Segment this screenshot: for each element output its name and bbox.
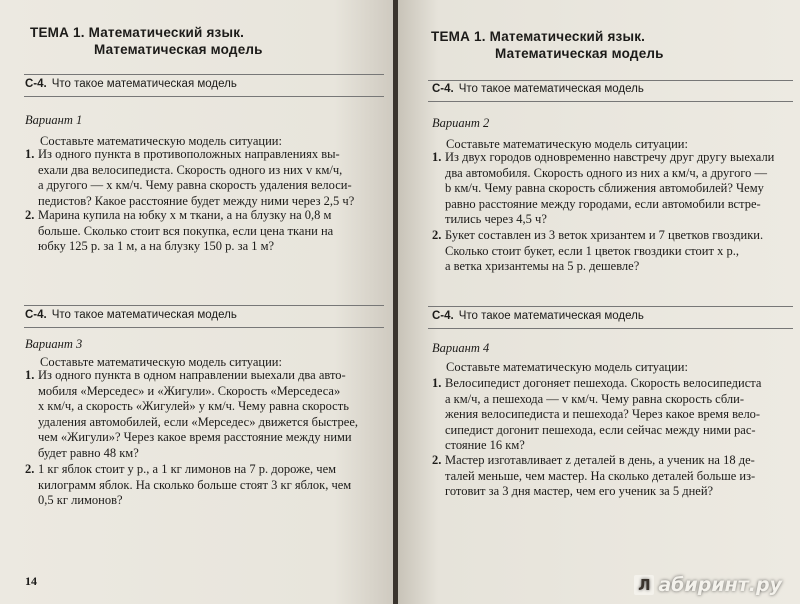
left-page <box>0 0 393 604</box>
theme-subtitle: Математическая модель <box>94 42 263 57</box>
task-line: больше. Сколько стоит вся покупка, если цена ткани на <box>38 223 334 238</box>
page-number: 14 <box>25 574 37 588</box>
section-title: Что такое математическая модель <box>458 310 644 322</box>
watermark <box>634 574 782 596</box>
task-line: равно расстояние между городами, если автомобили встре- <box>445 196 761 211</box>
task-line: 0,5 кг лимонов? <box>38 493 123 507</box>
task-number: 2. <box>25 462 35 476</box>
divider <box>24 96 384 97</box>
theme-title: ТЕМА 1. Математический язык. <box>30 25 245 40</box>
task-line: стояние 16 км? <box>445 438 525 452</box>
task-line: чем «Жигули»? Через какое время расстояние между ними <box>38 430 352 444</box>
watermark-text: абиринт.ру <box>658 574 782 596</box>
task-line: Марина купила на юбку x м ткани, а на блузку на 0,8 м <box>38 208 332 222</box>
task-line: а другого — x км/ч. Чему равна скорость удаления велоси- <box>38 178 352 192</box>
task-line: 1 кг яблок стоит y р., а 1 кг лимонов на 7 р. дороже, чем <box>38 462 337 476</box>
task-number: 1. <box>25 147 35 161</box>
section-code: С-4. <box>25 309 47 321</box>
section-title: Что такое математическая модель <box>51 309 237 321</box>
task-line: готовит за 3 дня мастер, чем его ученик за 5 дней? <box>445 484 714 498</box>
task-item <box>25 462 385 509</box>
task-line: Из одного пункта в одном направлении выехали два авто- <box>38 368 346 382</box>
section-header <box>432 83 644 95</box>
task-line: b км/ч. Чему равна скорость сближения автомобилей? Чему <box>445 181 764 195</box>
task-intro: Составьте математическую модель ситуации: <box>446 137 688 151</box>
task-item <box>25 147 385 209</box>
divider <box>428 306 793 307</box>
right-page <box>398 0 800 604</box>
theme-heading <box>30 24 263 58</box>
task-line: Сколько стоит букет, если 1 цветок гвоздики стоит x р., <box>445 243 739 258</box>
task-line: юбку 125 р. за 1 м, а на блузку 150 р. за 1 м? <box>38 239 275 253</box>
divider <box>24 74 384 75</box>
task-line: педистов? Какое расстояние будет между ними через 2,5 ч? <box>38 193 355 208</box>
theme-title: ТЕМА 1. Математический язык. <box>431 29 646 44</box>
task-line: Мастер изготавливает z деталей в день, а ученик на 18 де- <box>445 453 755 467</box>
task-item <box>25 368 385 461</box>
task-number: 1. <box>25 368 35 382</box>
task-intro: Составьте математическую модель ситуации: <box>446 360 688 374</box>
variant-label: Вариант 1 <box>25 113 83 127</box>
task-line: x км/ч, а скорость «Жигулей» y км/ч. Чему равна скорость <box>38 399 349 413</box>
task-line: Велосипедист догоняет пешехода. Скорость велосипедиста <box>445 376 762 390</box>
divider <box>24 305 384 306</box>
task-line: ехали два велосипедиста. Скорость одного из них v км/ч, <box>38 162 343 177</box>
variant-label: Вариант 3 <box>25 337 83 351</box>
divider <box>24 327 384 328</box>
task-line: тились через 4,5 ч? <box>445 212 547 226</box>
task-item <box>432 453 797 500</box>
divider <box>428 101 793 102</box>
task-number: 2. <box>432 228 442 242</box>
labirint-logo-icon: Л <box>634 575 654 595</box>
task-line: удаления автомобилей, если «Мерседес» движется быстрее, <box>38 414 358 429</box>
task-line: будет равно 48 км? <box>38 445 139 460</box>
section-title: Что такое математическая модель <box>458 83 644 95</box>
task-line: мобиля «Мерседес» и «Жигули». Скорость «Мерседеса» <box>38 383 341 398</box>
task-line: жения велосипедиста и пешехода? Через какое время вело- <box>445 407 761 421</box>
theme-heading <box>431 28 664 62</box>
theme-subtitle: Математическая модель <box>495 46 664 61</box>
section-header <box>25 309 237 321</box>
section-code: С-4. <box>432 310 454 322</box>
task-item <box>25 208 385 255</box>
task-line: Из двух городов одновременно навстречу друг другу выехали <box>445 150 775 164</box>
task-item <box>432 150 797 228</box>
task-item <box>432 228 797 275</box>
task-line: а ветка хризантемы на 5 р. дешевле? <box>445 259 640 273</box>
task-intro: Составьте математическую модель ситуации: <box>40 355 282 369</box>
task-line: талей меньше, чем мастер. На сколько деталей больше из- <box>445 468 756 483</box>
task-number: 1. <box>432 376 442 390</box>
task-intro: Составьте математическую модель ситуации: <box>40 134 282 148</box>
section-code: С-4. <box>432 83 454 95</box>
variant-label: Вариант 4 <box>432 341 490 355</box>
task-line: Букет составлен из 3 веток хризантем и 7 цветков гвоздики. <box>445 228 764 242</box>
task-number: 2. <box>432 453 442 467</box>
section-title: Что такое математическая модель <box>51 78 237 90</box>
section-header <box>432 310 644 322</box>
task-number: 2. <box>25 208 35 222</box>
divider <box>428 328 793 329</box>
task-line: килограмм яблок. На сколько больше стоят 3 кг яблок, чем <box>38 477 352 492</box>
section-header <box>25 78 237 90</box>
task-line: два автомобиля. Скорость одного из них a км/ч, а другого — <box>445 165 768 180</box>
task-number: 1. <box>432 150 442 164</box>
task-line: a км/ч, а пешехода — v км/ч. Чему равна скорость сбли- <box>445 391 745 406</box>
section-code: С-4. <box>25 78 47 90</box>
variant-label: Вариант 2 <box>432 116 490 130</box>
divider <box>428 80 793 81</box>
task-item <box>432 376 797 454</box>
task-line: сипедист догонит пешехода, если сейчас между ними рас- <box>445 422 756 437</box>
task-line: Из одного пункта в противоположных направлениях вы- <box>38 147 340 161</box>
